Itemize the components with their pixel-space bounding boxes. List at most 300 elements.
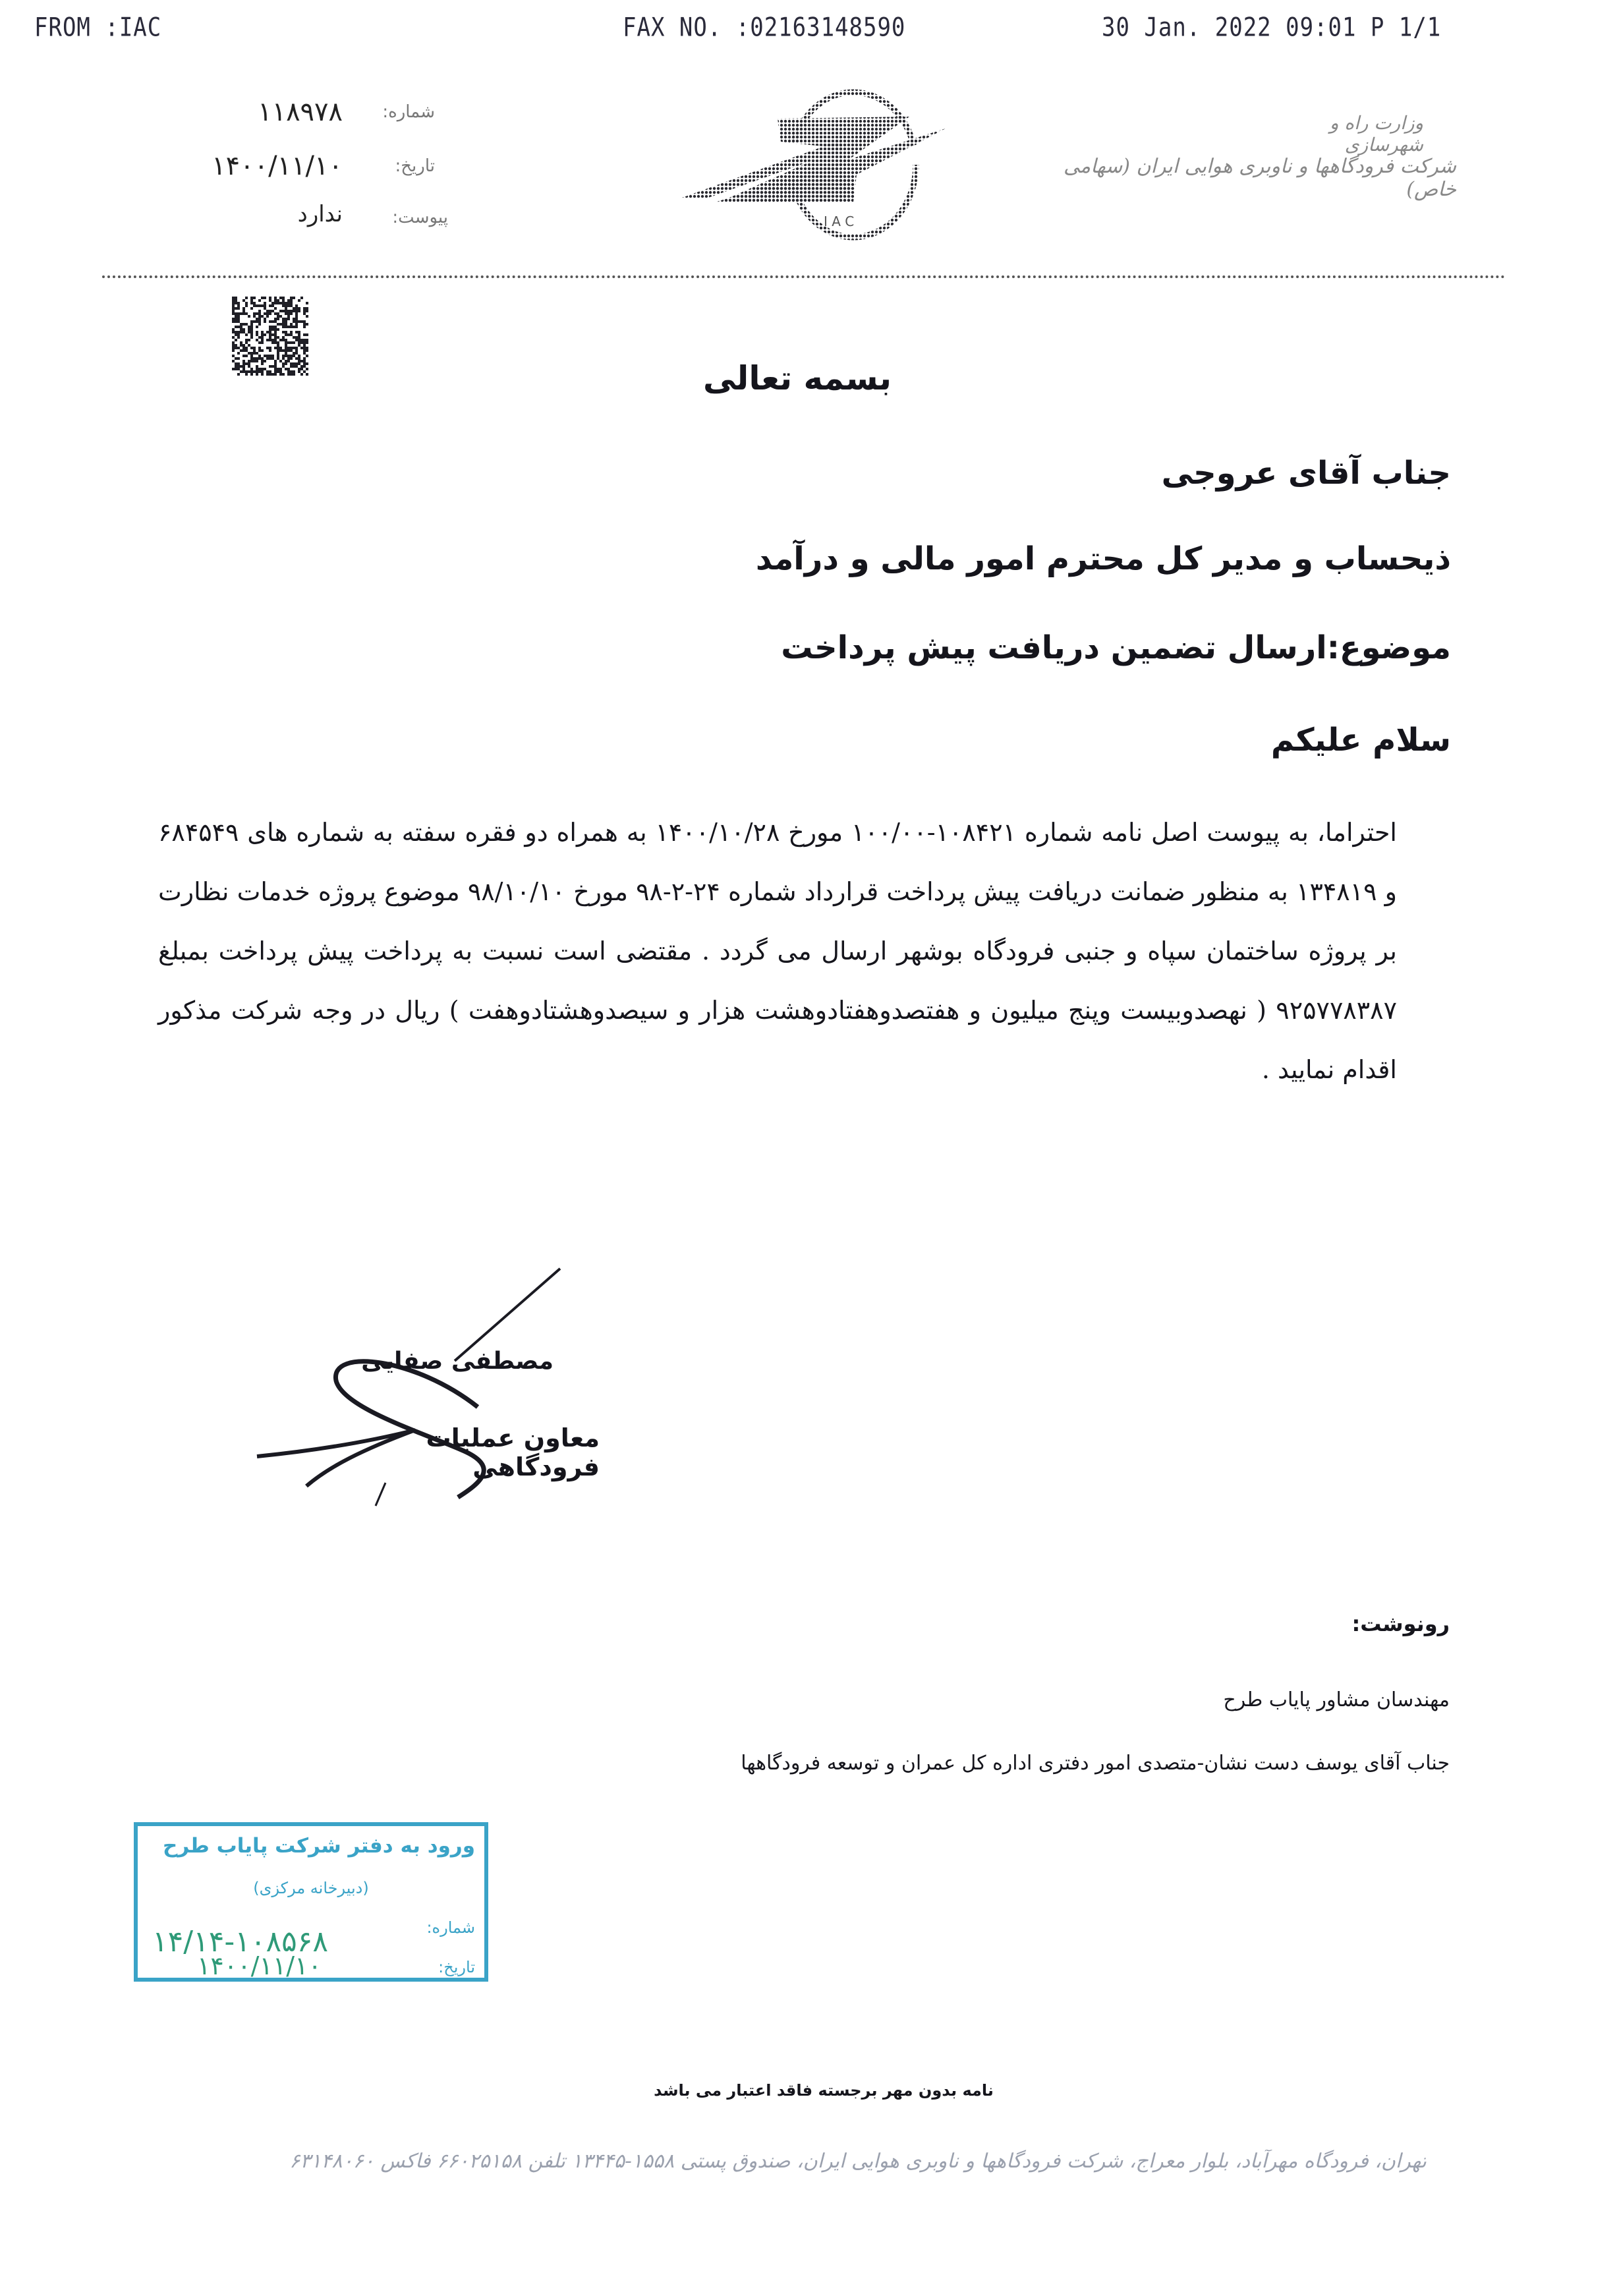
- qr-module: [282, 339, 285, 341]
- qr-module: [290, 297, 293, 299]
- qr-module: [295, 362, 298, 365]
- qr-module: [245, 323, 248, 326]
- qr-module: [237, 315, 240, 318]
- qr-module: [287, 310, 290, 312]
- qr-module: [258, 304, 261, 307]
- qr-module: [295, 357, 298, 360]
- qr-module: [303, 339, 306, 341]
- qr-module: [237, 336, 240, 339]
- qr-module: [235, 344, 237, 347]
- qr-module: [279, 323, 282, 326]
- qr-module: [266, 310, 269, 312]
- qr-module: [248, 362, 250, 365]
- qr-module: [261, 360, 264, 362]
- qr-module: [248, 365, 250, 368]
- qr-module: [248, 339, 250, 341]
- qr-module: [295, 307, 298, 310]
- qr-module: [303, 347, 306, 349]
- qr-module: [264, 312, 266, 315]
- qr-module: [235, 333, 237, 336]
- qr-module: [266, 331, 269, 333]
- footer-note: نامه بدون مهر برجسته فاقد اعتبار می باشد: [654, 2081, 994, 2100]
- qr-module: [256, 326, 258, 328]
- qr-module: [285, 352, 287, 355]
- qr-module: [242, 331, 245, 333]
- qr-module: [303, 307, 306, 310]
- qr-module: [264, 304, 266, 307]
- qr-module: [293, 297, 295, 299]
- qr-module: [235, 315, 237, 318]
- signatory-position: معاون عملیات فرودگاهی: [426, 1423, 600, 1481]
- qr-module: [271, 355, 274, 357]
- qr-module: [256, 333, 258, 336]
- qr-module: [248, 344, 250, 347]
- qr-module: [285, 362, 287, 365]
- qr-module: [271, 341, 274, 344]
- qr-module: [235, 297, 237, 299]
- qr-module: [250, 328, 253, 331]
- qr-module: [295, 339, 298, 341]
- qr-module: [258, 310, 261, 312]
- qr-module: [232, 360, 235, 362]
- qr-module: [242, 355, 245, 357]
- qr-module: [290, 341, 293, 344]
- qr-module: [271, 357, 274, 360]
- qr-module: [290, 347, 293, 349]
- qr-module: [245, 347, 248, 349]
- qr-module: [235, 347, 237, 349]
- qr-module: [242, 312, 245, 315]
- qr-module: [237, 302, 240, 304]
- qr-module: [266, 370, 269, 373]
- footer-address: تهران، فرودگاه مهرآباد، بلوار معراج، شرکت فرودگاهها و ناوبری هوایی ایران، صندوق پستی ۱۵۵۸-۱۳۴۴۵ تلفن ۶۶۰۲۵۱۵۸ فاکس ۶۳۱۴۸۰۶۰: [289, 2150, 1427, 2173]
- qr-module: [256, 318, 258, 320]
- qr-module: [264, 318, 266, 320]
- qr-module: [279, 370, 282, 373]
- qr-module: [282, 320, 285, 323]
- qr-module: [258, 368, 261, 370]
- qr-module: [258, 299, 261, 302]
- qr-module: [282, 373, 285, 376]
- recipient-name: جناب آقای عروجی: [1161, 455, 1451, 492]
- qr-module: [298, 344, 300, 347]
- qr-module: [277, 323, 279, 326]
- qr-module: [285, 344, 287, 347]
- qr-module: [287, 304, 290, 307]
- letter-body: احتراما، به پیوست اصل نامه شماره ۱۰۸۴۲۱-۱۰۰/۰۰ مورخ ۱۴۰۰/۱۰/۲۸ به همراه دو فقره سفته به شماره های ۶۸۴۵۴۹ و ۱۳۴۸۱۹ به منظور ضمانت دریافت پیش پرداخت قرارداد شماره ۲۴-۲-۹۸ مورخ ۹۸/۱۰/۱۰ موضوع پروژه خدمات نظارت بر پروژه ساختمان سپاه و جنبی فرودگاه بوشهر ارسال می گردد . مقتضی است نسبت به پرداخت پیش پرداخت بمبلغ ۹۲۵۷۷۸۳۸۷ ( نهصدوبیست وپنج میلیون و هفتصدوهفتادوهشت هزار و سیصدوهشتادوهفت ) ریال در وجه شرکت مذکور اقدام نمایید .: [158, 818, 1397, 1084]
- qr-module: [245, 362, 248, 365]
- qr-module: [274, 307, 277, 310]
- qr-module: [306, 307, 308, 310]
- qr-module: [298, 341, 300, 344]
- qr-module: [290, 355, 293, 357]
- qr-module: [285, 347, 287, 349]
- qr-module: [298, 310, 300, 312]
- qr-module: [274, 299, 277, 302]
- qr-module: [258, 336, 261, 339]
- qr-module: [250, 326, 253, 328]
- attachment-value: ندارد: [297, 201, 343, 227]
- qr-module: [293, 370, 295, 373]
- qr-module: [248, 370, 250, 373]
- qr-module: [232, 355, 235, 357]
- qr-module: [277, 344, 279, 347]
- qr-module: [277, 352, 279, 355]
- qr-module: [298, 299, 300, 302]
- qr-module: [258, 347, 261, 349]
- stamp-number-value: ۱۴/۱۴-۱۰۸۵۶۸: [152, 1925, 329, 1959]
- qr-module: [279, 360, 282, 362]
- qr-module: [242, 368, 245, 370]
- qr-module: [258, 318, 261, 320]
- qr-module: [293, 352, 295, 355]
- qr-module: [240, 344, 242, 347]
- qr-module: [295, 352, 298, 355]
- qr-module: [303, 357, 306, 360]
- qr-module: [295, 326, 298, 328]
- qr-module: [274, 318, 277, 320]
- qr-module: [282, 331, 285, 333]
- qr-module: [258, 357, 261, 360]
- qr-module: [269, 339, 271, 341]
- qr-module: [271, 304, 274, 307]
- qr-module: [253, 302, 256, 304]
- qr-module: [248, 315, 250, 318]
- qr-module: [250, 323, 253, 326]
- qr-module: [261, 341, 264, 344]
- qr-module: [293, 347, 295, 349]
- cc-item: مهندسان مشاور پایاب طرح: [1223, 1688, 1450, 1711]
- qr-module: [237, 320, 240, 323]
- qr-module: [277, 347, 279, 349]
- qr-module: [277, 357, 279, 360]
- qr-module: [279, 297, 282, 299]
- qr-module: [242, 349, 245, 352]
- qr-module: [274, 362, 277, 365]
- qr-module: [287, 315, 290, 318]
- qr-module: [232, 304, 235, 307]
- qr-module: [253, 349, 256, 352]
- qr-module: [271, 339, 274, 341]
- qr-module: [235, 326, 237, 328]
- qr-module: [269, 304, 271, 307]
- qr-module: [293, 365, 295, 368]
- qr-module: [295, 347, 298, 349]
- qr-module: [266, 339, 269, 341]
- qr-module: [253, 360, 256, 362]
- qr-module: [290, 333, 293, 336]
- qr-module: [248, 326, 250, 328]
- qr-module: [285, 310, 287, 312]
- qr-module: [298, 368, 300, 370]
- qr-module: [295, 323, 298, 326]
- qr-module: [269, 349, 271, 352]
- qr-module: [235, 299, 237, 302]
- qr-module: [269, 333, 271, 336]
- qr-module: [274, 347, 277, 349]
- qr-module: [232, 297, 235, 299]
- stamp-number-label: شماره:: [426, 1918, 475, 1937]
- qr-module: [250, 320, 253, 323]
- qr-module: [290, 310, 293, 312]
- qr-module: [250, 347, 253, 349]
- qr-module: [306, 302, 308, 304]
- qr-module: [248, 360, 250, 362]
- qr-module: [287, 326, 290, 328]
- qr-module: [240, 341, 242, 344]
- qr-module: [253, 370, 256, 373]
- qr-module: [240, 349, 242, 352]
- qr-module: [240, 331, 242, 333]
- stamp-title: ورود به دفتر شرکت پایاب طرح: [163, 1834, 475, 1858]
- qr-module: [237, 365, 240, 368]
- qr-module: [279, 373, 282, 376]
- qr-module: [250, 336, 253, 339]
- letter-subject: موضوع:ارسال تضمین دریافت پیش پرداخت: [781, 629, 1451, 666]
- qr-module: [232, 320, 235, 323]
- qr-module: [306, 349, 308, 352]
- qr-module: [287, 373, 290, 376]
- qr-module: [303, 326, 306, 328]
- qr-module: [235, 318, 237, 320]
- qr-module: [303, 320, 306, 323]
- qr-module: [242, 307, 245, 310]
- qr-module: [277, 349, 279, 352]
- qr-module: [253, 312, 256, 315]
- qr-module: [269, 347, 271, 349]
- qr-module: [277, 368, 279, 370]
- qr-module: [295, 315, 298, 318]
- qr-module: [306, 333, 308, 336]
- qr-module: [293, 341, 295, 344]
- qr-module: [240, 326, 242, 328]
- qr-module: [274, 302, 277, 304]
- qr-module: [277, 341, 279, 344]
- qr-module: [242, 344, 245, 347]
- qr-module: [253, 352, 256, 355]
- qr-module: [285, 326, 287, 328]
- qr-module: [298, 331, 300, 333]
- qr-module: [237, 373, 240, 376]
- qr-module: [298, 333, 300, 336]
- qr-module: [277, 336, 279, 339]
- qr-module: [300, 365, 303, 368]
- qr-module: [290, 302, 293, 304]
- qr-module: [287, 360, 290, 362]
- qr-module: [303, 344, 306, 347]
- qr-module: [250, 299, 253, 302]
- qr-module: [237, 318, 240, 320]
- qr-module: [232, 349, 235, 352]
- qr-module: [271, 373, 274, 376]
- qr-module: [279, 315, 282, 318]
- qr-module: [232, 368, 235, 370]
- qr-module: [266, 315, 269, 318]
- qr-module: [295, 349, 298, 352]
- qr-module: [242, 360, 245, 362]
- qr-module: [271, 333, 274, 336]
- qr-module: [293, 362, 295, 365]
- qr-module: [285, 331, 287, 333]
- qr-module: [285, 312, 287, 315]
- qr-module: [282, 318, 285, 320]
- qr-module: [295, 320, 298, 323]
- qr-module: [253, 315, 256, 318]
- qr-module: [287, 312, 290, 315]
- qr-module: [237, 362, 240, 365]
- number-value: ۱۱۸۹۷۸: [258, 97, 343, 127]
- qr-module: [261, 357, 264, 360]
- date-value: ۱۴۰۰/۱۱/۱۰: [212, 151, 343, 181]
- qr-module: [306, 341, 308, 344]
- qr-module: [250, 368, 253, 370]
- qr-module: [277, 299, 279, 302]
- qr-module: [295, 312, 298, 315]
- qr-module: [282, 310, 285, 312]
- qr-module: [290, 362, 293, 365]
- qr-module: [250, 357, 253, 360]
- qr-module: [293, 373, 295, 376]
- qr-module: [235, 365, 237, 368]
- qr-module: [285, 323, 287, 326]
- qr-module: [242, 347, 245, 349]
- qr-module: [282, 349, 285, 352]
- qr-module: [266, 357, 269, 360]
- qr-module: [250, 355, 253, 357]
- qr-module: [245, 355, 248, 357]
- qr-module: [261, 336, 264, 339]
- qr-module: [279, 339, 282, 341]
- qr-module: [282, 357, 285, 360]
- fax-datetime-page: 30 Jan. 2022 09:01 P 1/1: [1102, 13, 1442, 43]
- recipient-title: ذیحساب و مدیر کل محترم امور مالی و درآمد: [755, 540, 1451, 577]
- qr-module: [282, 297, 285, 299]
- qr-module: [261, 331, 264, 333]
- qr-module: [303, 323, 306, 326]
- stamp-subtitle: (دبیرخانه مرکزی): [253, 1879, 369, 1897]
- qr-module: [298, 339, 300, 341]
- qr-module: [240, 328, 242, 331]
- qr-module: [232, 299, 235, 302]
- qr-module: [293, 320, 295, 323]
- qr-module: [303, 333, 306, 336]
- qr-module: [300, 297, 303, 299]
- qr-module: [237, 333, 240, 336]
- qr-module: [232, 328, 235, 331]
- qr-module: [293, 326, 295, 328]
- qr-module: [279, 302, 282, 304]
- cc-item: جناب آقای یوسف دست نشان-متصدی امور دفتری اداره کل عمران و توسعه فرودگاهها: [741, 1752, 1450, 1775]
- qr-module: [295, 310, 298, 312]
- qr-module: [245, 370, 248, 373]
- qr-module: [306, 355, 308, 357]
- qr-module: [269, 299, 271, 302]
- qr-module: [253, 357, 256, 360]
- qr-module: [269, 357, 271, 360]
- qr-module: [250, 373, 253, 376]
- qr-module: [250, 352, 253, 355]
- letterhead-ministry: وزارت راه و شهرسازی: [1330, 112, 1423, 156]
- qr-module: [266, 373, 269, 376]
- qr-module: [242, 362, 245, 365]
- qr-module: [256, 339, 258, 341]
- date-label: تاریخ:: [395, 156, 435, 176]
- signatory-name: مصطفی صفایی: [361, 1348, 554, 1375]
- qr-module: [282, 304, 285, 307]
- qr-module: [242, 365, 245, 368]
- heading-bismillah: بسمه تعالی: [702, 359, 892, 397]
- receipt-stamp: [134, 1822, 488, 1982]
- qr-module: [287, 347, 290, 349]
- qr-module: [258, 341, 261, 344]
- qr-module: [258, 349, 261, 352]
- qr-module: [274, 336, 277, 339]
- letterhead-company: شرکت فرودگاهها و ناوبری هوایی ایران (سهامی خاص): [1064, 155, 1456, 201]
- qr-module: [274, 331, 277, 333]
- header-separator: [102, 275, 1506, 278]
- qr-module: [274, 320, 277, 323]
- qr-module: [274, 333, 277, 336]
- qr-module: [235, 368, 237, 370]
- qr-module: [300, 320, 303, 323]
- qr-module: [264, 297, 266, 299]
- qr-module: [264, 360, 266, 362]
- qr-module: [245, 373, 248, 376]
- qr-module: [256, 368, 258, 370]
- qr-module: [266, 347, 269, 349]
- qr-module: [269, 297, 271, 299]
- qr-module: [242, 323, 245, 326]
- qr-module: [277, 312, 279, 315]
- qr-module: [232, 312, 235, 315]
- qr-module: [245, 302, 248, 304]
- qr-module: [232, 302, 235, 304]
- qr-module: [282, 362, 285, 365]
- qr-module: [293, 307, 295, 310]
- qr-module: [285, 304, 287, 307]
- qr-module: [269, 312, 271, 315]
- iac-logo-icon: [669, 76, 952, 241]
- qr-module: [295, 318, 298, 320]
- qr-module: [232, 341, 235, 344]
- qr-module: [253, 304, 256, 307]
- qr-module: [274, 339, 277, 341]
- qr-module: [295, 365, 298, 368]
- qr-module: [250, 331, 253, 333]
- qr-module: [287, 357, 290, 360]
- qr-module: [253, 320, 256, 323]
- qr-module: [277, 355, 279, 357]
- qr-module: [303, 341, 306, 344]
- qr-module: [242, 310, 245, 312]
- qr-module: [285, 360, 287, 362]
- qr-module: [264, 355, 266, 357]
- qr-module: [232, 344, 235, 347]
- qr-module: [287, 341, 290, 344]
- qr-module: [256, 373, 258, 376]
- stamp-date-label: تاریخ:: [438, 1958, 475, 1976]
- qr-module: [256, 370, 258, 373]
- qr-module: [250, 307, 253, 310]
- logo-letters: I A C: [824, 214, 855, 229]
- qr-module: [282, 323, 285, 326]
- qr-module: [237, 307, 240, 310]
- qr-module: [277, 370, 279, 373]
- qr-module: [258, 315, 261, 318]
- qr-module: [261, 304, 264, 307]
- qr-module: [269, 336, 271, 339]
- qr-module: [293, 355, 295, 357]
